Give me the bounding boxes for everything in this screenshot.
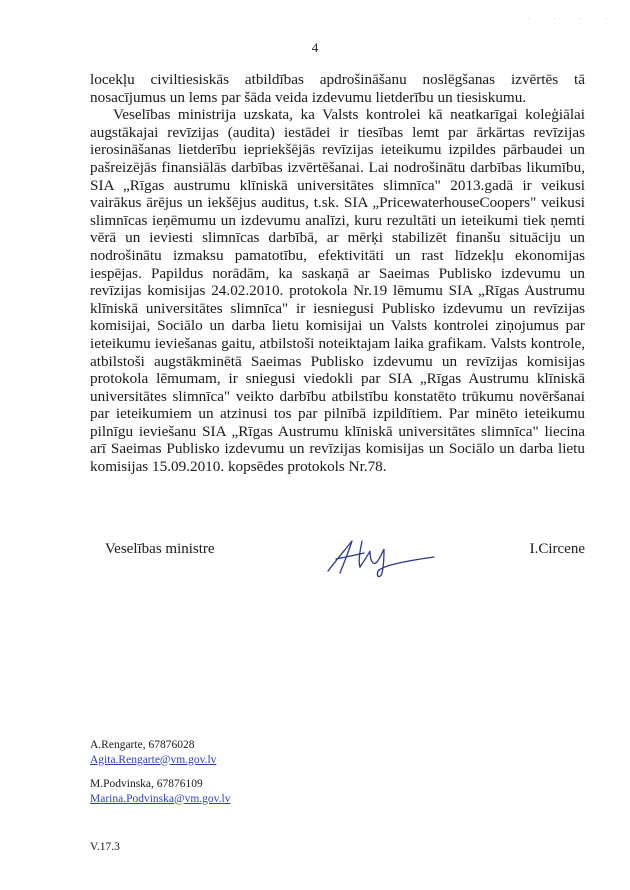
document-version: V.17.3 — [90, 841, 120, 853]
page-number: 4 — [311, 40, 319, 55]
signer-title: Veselības ministre — [105, 541, 215, 557]
contacts-section — [90, 738, 231, 816]
contact-email-link[interactable]: Agita.Rengarte@vm.gov.lv — [90, 753, 217, 766]
contact-entry — [90, 738, 231, 767]
signature-block — [90, 541, 585, 581]
contact-entry — [90, 777, 231, 806]
contact-name-phone: M.Podvinska, 67876109 — [90, 778, 203, 790]
signer-name: I.Circene — [529, 541, 585, 557]
contact-name-phone: A.Rengarte, 67876028 — [90, 739, 195, 751]
letter-body — [90, 71, 585, 476]
contact-email-link[interactable]: Marina.Podvinska@vm.gov.lv — [90, 792, 231, 805]
paragraph-continuation: locekļu civiltiesiskās atbildības apdrošināšanu noslēgšanas izvērtēs tā nosacījumus un lems par šāda veida izdevumu lietderību un tiesiskumu. — [90, 71, 585, 106]
scan-corner-marks: · · · · — [527, 14, 618, 25]
paragraph-main: Veselības ministrija uzskata, ka Valsts kontrolei kā neatkarīgai koleģiālai augstākajai revīzijas (audita) iestādei ir tiesības lemt par ārkārtas revīzijas ierosināšanas lietderību iepriekšējās revīzijas ieteikumu izpildes pārbaudei un pašreizējās finansiālās darbības izvērtēšanai. Lai nodrošinātu darbības likumību, SIA „Rīgas austrumu klīniskā universitātes slimnīca" 2013.gadā ir veikusi vairākus ārējus un iekšējus auditus, t.sk. SIA „PricewaterhouseCoopers" veikusi slimnīcas ieņēmumu un izdevumu analīzi, kuru rezultāti un ieteikumi tiek ņemti vērā un ieviesti slimnīcas darbībā, ar mērķi stabilizēt finanšu situāciju un nodrošinātu izmaksu pamatotību, efektivitāti un rast līdzekļu ekonomijas iespējas. Papildus norādām, ka saskaņā ar Saeimas Publisko izdevumu un revīzijas komisijas 24.02.2010. protokola Nr.19 lēmumu SIA „Rīgas Austrumu klīniskā universitātes slimnīca" ir iesniegusi Publisko izdevumu un revīzijas komisijai, Sociālo un darba lietu komisijai un Valsts kontrolei ziņojumus par ieteikumu ieviešanas gaitu, atbilstoši noteiktajam laika grafikam. Valsts kontrole, atbilstoši augstākminētā Saeimas Publisko izdevumu un revīzijas komisijas protokola lēmumam, ir sniegusi viedokli par SIA „Rīgas Austrumu klīniskā universitātes slimnīca" veikto darbību atbilstību konstatēto trūkumu novēršanai par ieteikumiem un atzinusi tos par pilnībā izpildītiem. Par minēto ieteikumu pilnīgu ieviešanu SIA „Rīgas Austrumu klīniskā universitātes slimnīca" liecina arī Saeimas Publisko izdevumu un revīzijas komisijas un Sociālo un darba lietu komisijas 15.09.2010. kopsēdes protokols Nr.78. — [90, 106, 585, 476]
handwritten-signature-icon — [322, 533, 442, 583]
